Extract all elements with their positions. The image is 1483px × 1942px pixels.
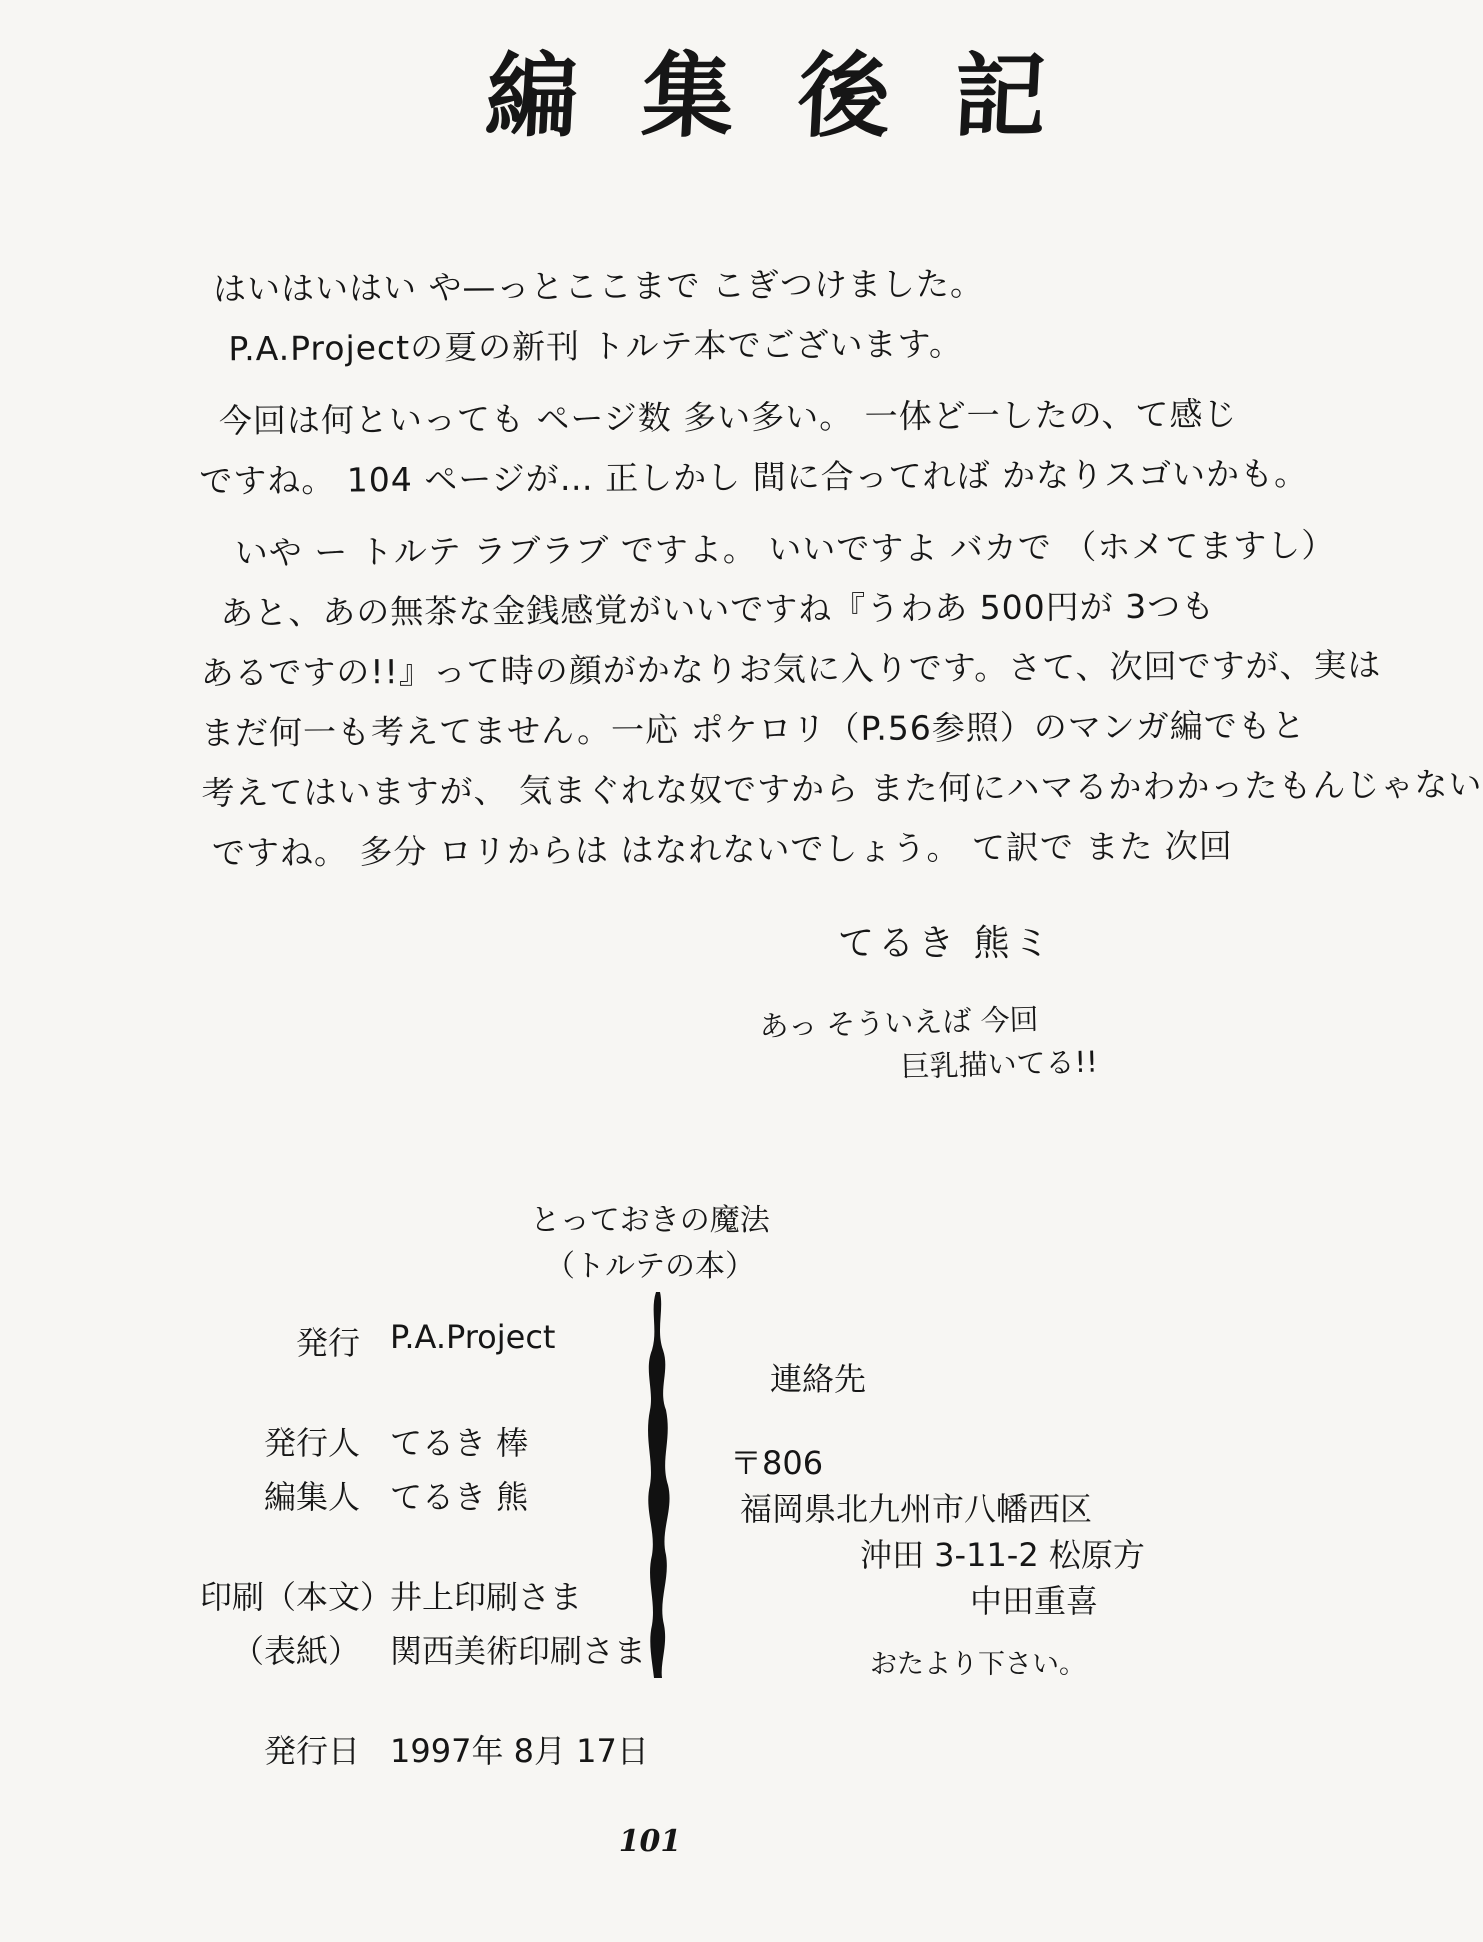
credit-label: 発行人 [263, 1424, 360, 1462]
body-line: 考えてはいますが、 気まぐれな奴ですから また何にハマるかわかったもんじゃない [201, 764, 1483, 813]
credit-value: てるき 棒 [390, 1424, 529, 1462]
book-title: とっておきの魔法 [530, 1203, 770, 1238]
credit-value: 井上印刷さま [390, 1578, 583, 1616]
credit-label: 印刷（本文） [200, 1578, 393, 1616]
postscript-line: 巨乳描いてる!! [900, 1044, 1099, 1084]
contact-info [730, 1356, 1145, 1688]
body-line: いや ー トルテ ラブラブ ですよ。 いいですよ バカで （ホメてますし） [234, 525, 1336, 573]
address-line: 福岡県北九州市八幡西区 [740, 1490, 1093, 1528]
body-line: P.A.Projectの夏の新刊 トルテ本でございます。 [228, 324, 964, 369]
postscript-line: あっ そういえば 今回 [759, 1002, 1039, 1044]
body-line: ですね。 多分 ロリからは はなれないでしょう。 て訳で また 次回 [211, 826, 1233, 873]
credit-value: P.A.Project [390, 1318, 556, 1356]
page-number: 101 [618, 1824, 682, 1859]
credit-value: 1997年 8月 17日 [390, 1732, 649, 1770]
book-subtitle: （トルテの本） [545, 1249, 755, 1284]
credit-label: （表紙） [231, 1632, 360, 1670]
body-line: 今回は何といっても ページ数 多い多い。 一体ど一したの、て感じ [218, 394, 1238, 441]
postscript [759, 996, 1098, 1093]
author-signature: てるき 熊ミ [838, 923, 1054, 964]
contact-label: 連絡先 [770, 1360, 867, 1398]
address-line: 沖田 3-11-2 松原方 [860, 1536, 1145, 1574]
credit-label: 発行 [295, 1324, 360, 1362]
colophon-heading [530, 1198, 770, 1290]
contact-name: 中田重喜 [970, 1582, 1099, 1620]
postal-code: 〒806 [730, 1444, 824, 1482]
credit-value: てるき 熊 [390, 1478, 529, 1516]
credit-label: 発行日 [263, 1732, 360, 1770]
credit-value: 関西美術印刷さま [390, 1632, 647, 1670]
body-line: ですね。 104 ページが… 正しかし 間に合ってれば かなりスゴいかも。 [199, 453, 1309, 501]
contact-note: おたより下さい。 [870, 1649, 1086, 1680]
body-line: まだ何一も考えてません。一応 ポケロリ（P.56参照）のマンガ編でもと [200, 705, 1306, 753]
credit-label: 編集人 [263, 1478, 360, 1516]
body-line: はいはいはい や—っとここまで こぎつけました。 [212, 264, 985, 309]
body-line: あるですの!!』って時の顔がかなりお気に入りです。さて、次回ですが、実は [200, 645, 1382, 693]
body-line: あと、あの無茶な金銭感覚がいいですね『うわあ 500円が 3つも [220, 586, 1216, 633]
brush-stroke-divider [630, 1290, 690, 1680]
afterword-body [198, 259, 1483, 890]
page-title: 編 集 後 記 [483, 42, 1065, 150]
